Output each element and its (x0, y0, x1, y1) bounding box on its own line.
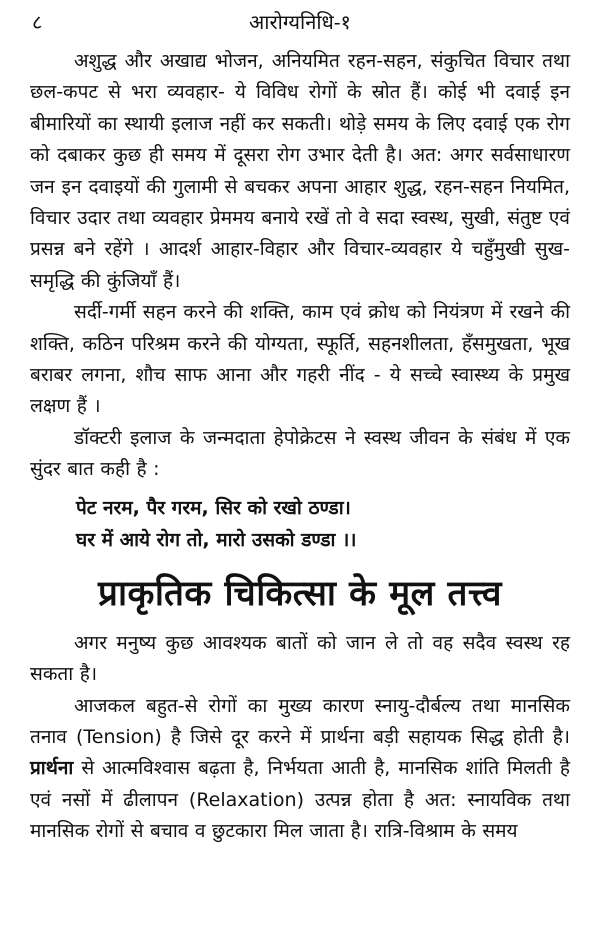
paragraph-2: सर्दी-गर्मी सहन करने की शक्ति, काम एवं क्रोध को नियंत्रण में रखने की शक्ति, कठिन परिश्रम करने की योग्यता, स्फूर्ति, सहनशीलता, हँसमुखता, भूख बराबर लगना, शौच साफ आना और गहरी नींद - ये सच्चे स्वास्थ्य के प्रमुख लक्षण हैं । (30, 301, 570, 418)
emphasis-prayer: प्रार्थना (30, 757, 74, 780)
verse-line-2: घर में आये रोग तो, मारो उसको डण्डा ।। (76, 528, 357, 551)
section-paragraph-2 (30, 691, 570, 848)
page-body (30, 46, 570, 848)
page-number: ८ (32, 10, 43, 34)
section-paragraph-2-text-a: आजकल बहुत-से रोगों का मुख्य कारण स्नायु-दौर्बल्य तथा मानसिक तनाव (Tension) है जिसे दूर करने में प्रार्थना बड़ी सहायक सिद्ध होती है। (30, 694, 570, 748)
running-title: आरोग्यनिधि-१ (249, 10, 351, 34)
paragraph-3: डॉक्टरी इलाज के जन्मदाता हेपोक्रेटस ने स्वस्थ जीवन के संबंध में एक सुंदर बात कही है : (30, 426, 570, 481)
verse-couplet (30, 492, 570, 556)
section-paragraph-2-text-b: से आत्मविश्वास बढ़ता है, निर्भयता आती है, मानसिक शांति मिलती है एवं नसों में ढीलापन (Relaxation) उत्पन्न होता है अत: स्नायविक तथा मानसिक रोगों से बचाव व छुटकारा मिल जाता है। रात्रि-विश्राम के समय (30, 757, 570, 843)
verse-line-1: पेट नरम, पैर गरम, सिर को रखो ठण्डा। (76, 496, 351, 519)
paragraph-1: अशुद्ध और अखाद्य भोजन, अनियमित रहन-सहन, संकुचित विचार तथा छल-कपट से भरा व्यवहार- ये विविध रोगों के स्रोत हैं। कोई भी दवाई इन बीमारियों का स्थायी इलाज नहीं कर सकती। थोड़े समय के लिए दवाई एक रोग को दबाकर कुछ ही समय में दूसरा रोग उभार देती है। अत: अगर सर्वसाधारण जन इन दवाइयों की गुलामी से बचकर अपना आहार शुद्ध, रहन-सहन नियमित, विचार उदार तथा व्यवहार प्रेममय बनाये रखें तो वे सदा स्वस्थ, सुखी, संतुष्ट एवं प्रसन्न बने रहेंगे । आदर्श आहार-विहार और विचार-व्यवहार ये चहुँमुखी सुख-समृद्धि की कुंजियाँ हैं। (30, 50, 570, 292)
section-paragraph-1: अगर मनुष्य कुछ आवश्यक बातों को जान ले तो वह सदैव स्वस्थ रह सकता है। (30, 631, 570, 686)
page-header (30, 8, 570, 36)
section-heading: प्राकृतिक चिकित्सा के मूल तत्त्व (98, 573, 502, 614)
